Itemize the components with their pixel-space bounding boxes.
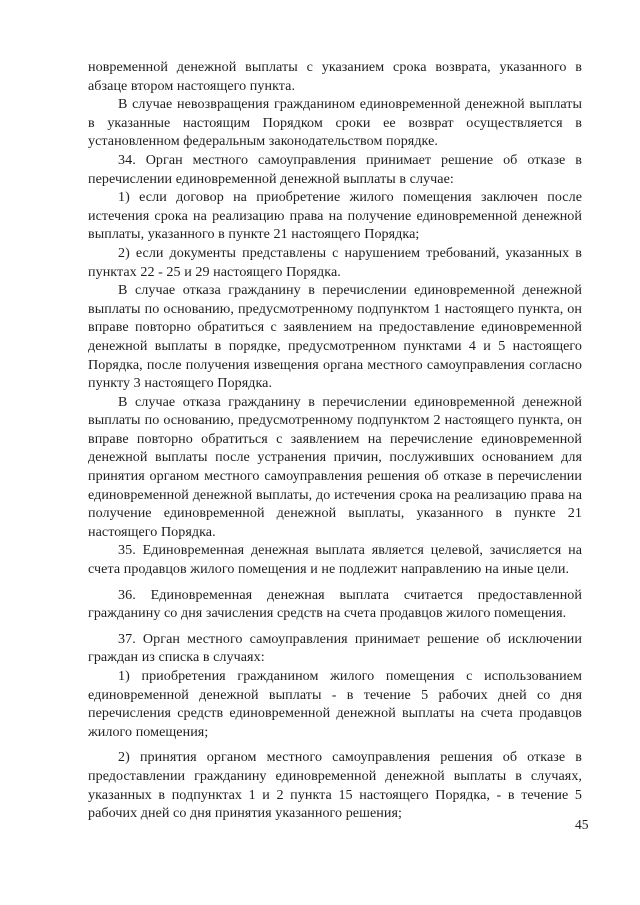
paragraph: В случае невозвращения гражданином единовременной денежной выплаты в указанные настоящим Порядком сроки ее возврат осуществляется в установленном федеральным законодательством порядке. (88, 96, 582, 150)
paragraph: В случае отказа гражданину в перечислении единовременной денежной выплаты по основанию, предусмотренному подпунктом 1 настоящего пункта, он вправе повторно обратиться с заявлением на предоставление единовременной денежной выплаты в порядке, предусмотренном пунктами 4 и 5 настоящего Порядка, после получения извещения органа местного самоуправления согласно пункту 3 настоящего Порядка. (88, 282, 582, 392)
paragraph: 36. Единовременная денежная выплата считается предоставленной гражданину со дня зачисления средств на счета продавцов жилого помещения. (88, 586, 582, 622)
paragraph: 34. Орган местного самоуправления принимает решение об отказе в перечислении единовременной денежной выплаты в случае: (88, 151, 582, 187)
paragraph: 35. Единовременная денежная выплата является целевой, зачисляется на счета продавцов жилого помещения и не подлежит направлению на иные цели. (88, 542, 582, 578)
paragraph: 1) если договор на приобретение жилого помещения заключен после истечения срока на реализацию права на получение единовременной денежной выплаты, указанного в пункте 21 настоящего Порядка; (88, 189, 582, 243)
paragraph: новременной денежной выплаты с указанием срока возврата, указанного в абзаце втором настоящего пункта. (88, 59, 582, 94)
page-number: 45 (575, 817, 589, 832)
paragraph: 37. Орган местного самоуправления принимает решение об исключении граждан из списка в случаях: (88, 630, 582, 666)
paragraph: 2) если документы представлены с нарушением требований, указанных в пунктах 22 - 25 и 29 настоящего Порядка. (88, 244, 582, 280)
paragraph: 2) принятия органом местного самоуправления решения об отказе в предоставлении гражданину единовременной денежной выплаты в случаях, указанных в подпунктах 1 и 2 пункта 15 настоящего Порядка, - в течение 5 рабочих дней со дня принятия указанного решения; (88, 749, 582, 822)
paragraph: В случае отказа гражданину в перечислении единовременной денежной выплаты по основанию, предусмотренному подпунктом 2 настоящего пункта, он вправе повторно обратиться с заявлением на перечисление единовременной денежной выплаты после устранения причин, послуживших основанием для принятия органом местного самоуправления решения об отказе в перечислении единовременной денежной выплаты, до истечения срока на реализацию права на получение единовременной денежной выплаты, указанного в пункте 21 настоящего Порядка. (88, 393, 582, 540)
paragraph: 1) приобретения гражданином жилого помещения с использованием единовременной денежной выплаты - в течение 5 рабочих дней со дня перечисления средств единовременной денежной выплаты на счета продавцов жилого помещения; (88, 668, 582, 740)
document-body (88, 58, 582, 823)
